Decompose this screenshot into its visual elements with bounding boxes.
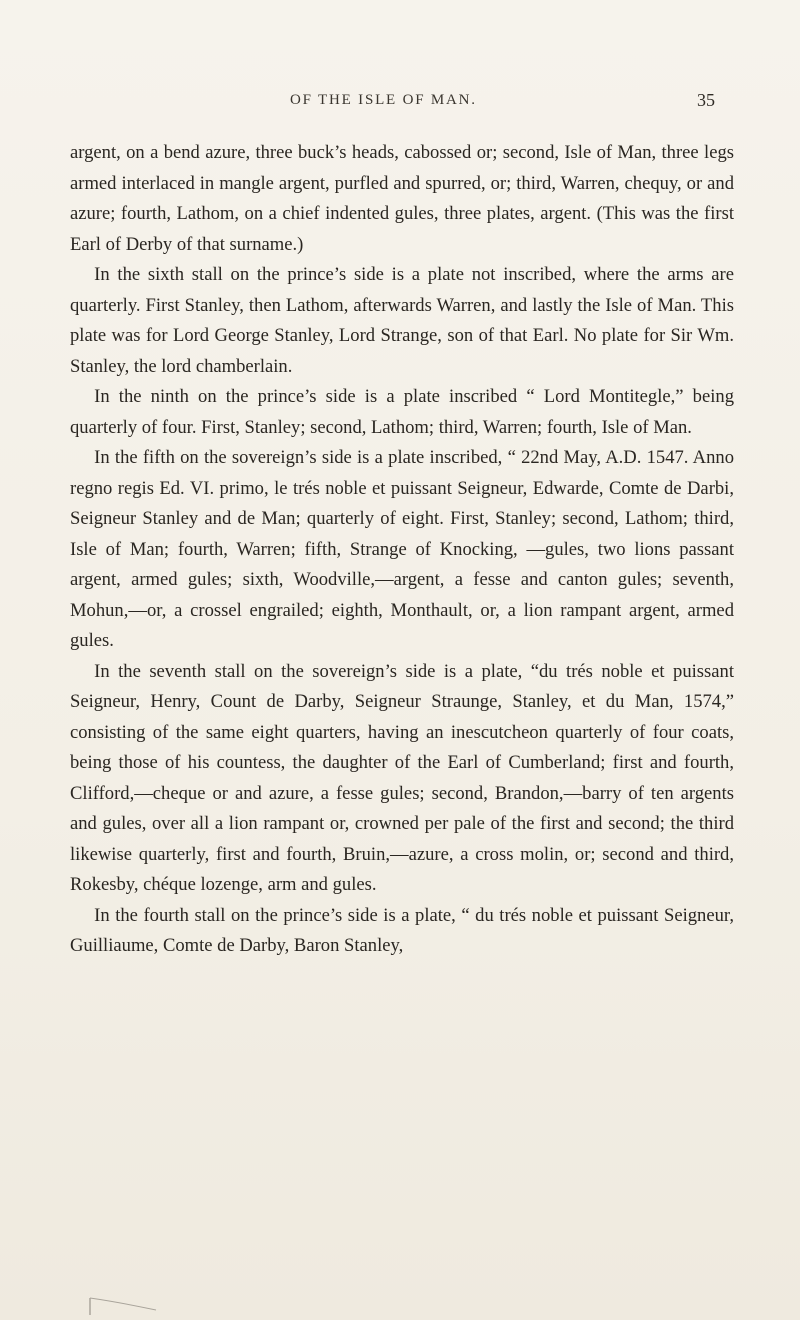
page-edge-mark (88, 1296, 158, 1316)
paragraph-fourth-stall: In the fourth stall on the prince’s side is a plate, “ du trés noble et puissant Seigneur, Guilliaume, Comte de Darby, Baron Stanley, (70, 904, 734, 956)
page-number: 35 (697, 90, 715, 110)
paragraph-sixth-stall: In the sixth stall on the prince’s side is a plate not inscribed, where the arms are quarterly. First Stanley, then Lathom, afterwards Warren, and lastly the Isle of Man. This plate was for Lord George Stanley, Lord Strange, son of that Earl. No plate for Sir Wm. Stanley, the lord chamberlain. (70, 264, 734, 377)
paragraph-ninth-stall: In the ninth on the prince’s side is a plate inscribed “ Lord Montitegle,” being quarterly of four. First, Stanley; second, Lathom; third, Warren; fourth, Isle of Man. (70, 386, 734, 438)
running-head (0, 92, 800, 132)
paragraph-fifth-stall: In the fifth on the sovereign’s side is a plate inscribed, “ 22nd May, A.D. 1547. Anno regno regis Ed. VI. primo, le trés noble et puissant Seigneur, Edwarde, Comte de Darbi, Seigneur Stanley and de Man; quarterly of eight. First, Stanley; second, Lathom; third, Isle of Man; fourth, Warren; fifth, Strange of Knocking, —gules, two lions passant argent, armed gules; sixth, Woodville,—argent, a fesse and canton gules; seventh, Mohun,—or, a crossel engrailed; eighth, Monthault, or, a lion rampant argent, armed gules. (70, 447, 734, 651)
body-text (70, 138, 734, 962)
paragraph-seventh-stall: In the seventh stall on the sovereign’s side is a plate, “du trés noble et puissant Seigneur, Henry, Count de Darby, Seigneur Straunge, Stanley, et du Man, 1574,” consisting of the same eight quarters, having an inescutcheon quarterly of four coats, being those of his countess, the daughter of the Earl of Cumberland; first and fourth, Clifford,—cheque or and azure, a fesse gules; second, Brandon,—barry of ten argents and gules, over all a lion rampant or, crowned per pale of the first and second; the third likewise quarterly, first and fourth, Bruin,—azure, a cross molin, or; second and third, Rokesby, chéque lozenge, arm and gules. (70, 660, 734, 895)
running-title: OF THE ISLE OF MAN. (290, 92, 477, 108)
paragraph-continuation: argent, on a bend azure, three buck’s heads, cabossed or; second, Isle of Man, three legs armed interlaced in mangle argent, purfled and spurred, or; third, Warren, chequy, or and azure; fourth, Lathom, on a chief indented gules, three plates, argent. (This was the first Earl of Derby of that surname.) (70, 142, 734, 255)
